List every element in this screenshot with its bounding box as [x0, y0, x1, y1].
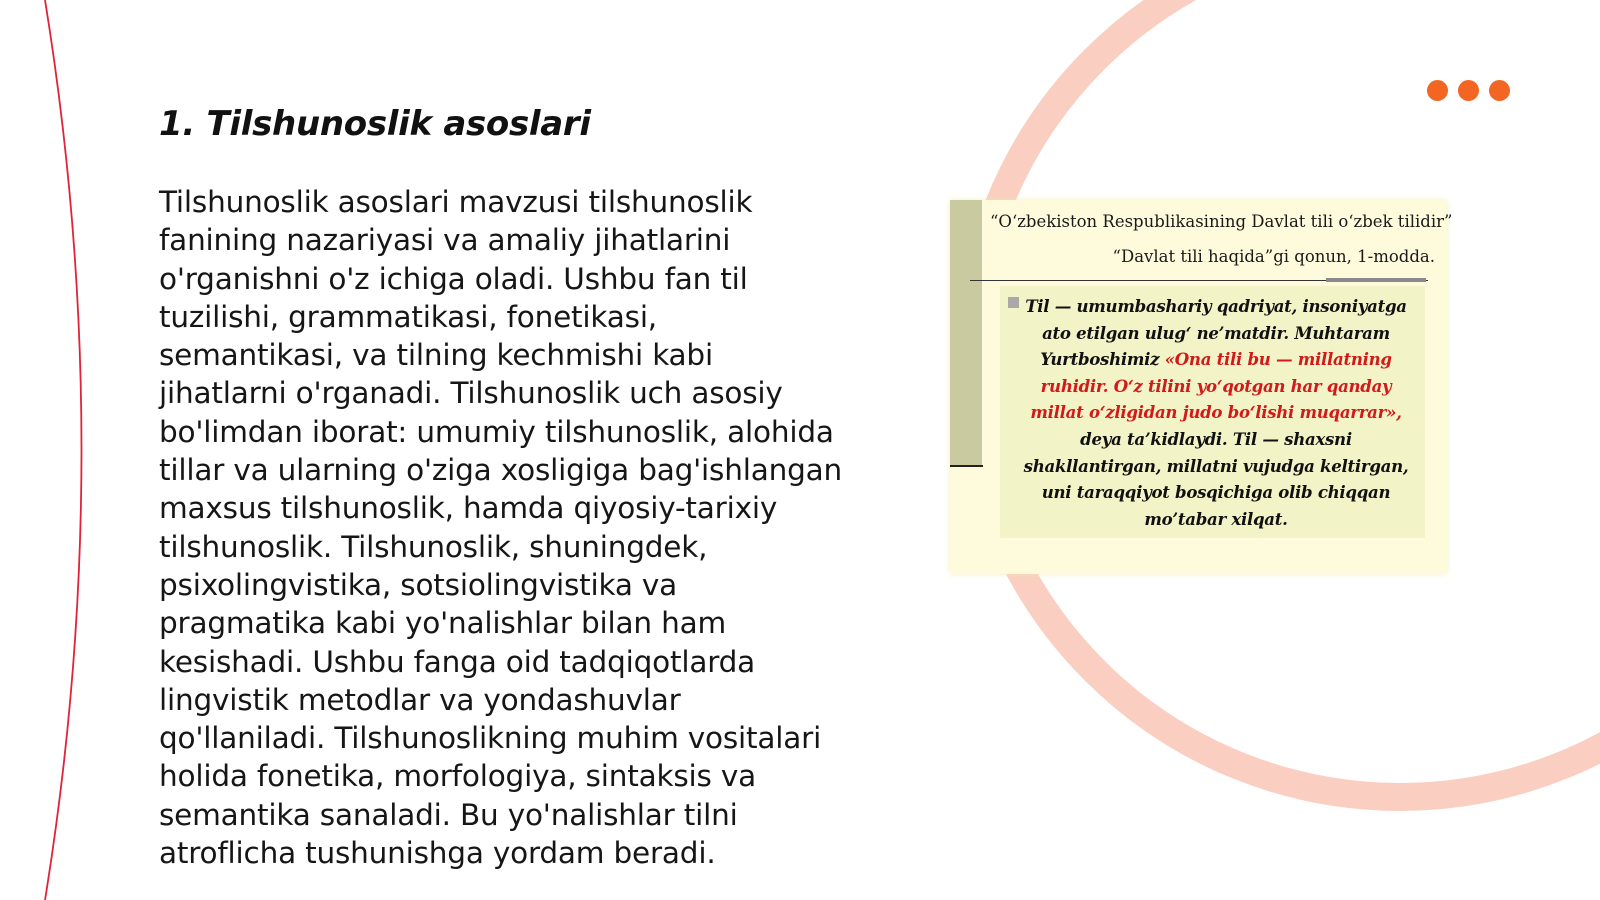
quote-part-red: «Ona tili bu — millatning ruhidir. O‘z tilini yo‘qotgan har qanday millat o‘zligidan judo bo‘lishi muqarrar», — [1030, 349, 1402, 423]
green-side-bar — [950, 200, 982, 466]
decorative-left-curve — [45, 0, 82, 900]
divider-accent — [1326, 278, 1426, 282]
slide-title: 1. Tilshunoslik asoslari — [159, 104, 591, 144]
dot-icon — [1427, 80, 1448, 101]
slide-body-text: Tilshunoslik asoslari mavzusi tilshunoslik fanining nazariyasi va amaliy jihatlarini o'rganishni o'z ichiga oladi. Ushbu fan til tuzilishi, grammatikasi, fonetikasi, semantikasi, va tilning kechmishi kabi jihatlarni o'rganadi. Tilshunoslik uch asosiy bo'limdan iborat: umumiy tilshunoslik, alohida tillar va ularning o'ziga xosligiga bag'ishlangan maxsus tilshunoslik, hamda qiyosiy-tarixiy tilshunoslik. Tilshunoslik, shuningdek, psixolingvistika, sotsiolingvistika va pragmatika kabi yo'nalishlar bilan ham kesishadi. Ushbu fanga oid tadqiqotlarda lingvistik metodlar va yondashuvlar qo'llaniladi. Tilshunoslikning muhim vositalari holida fonetika, morfologiya, sintaksis va semantika sanaladi. Bu yo'nalishlar tilni atroflicha tushunishga yordam beradi. — [159, 185, 842, 871]
motto-text: “O‘zbekiston Respublikasining Davlat tili o‘zbek tilidir” — [990, 212, 1453, 231]
side-bar-baseline — [950, 465, 983, 467]
dot-icon — [1489, 80, 1510, 101]
more-dots-icon — [1427, 80, 1510, 101]
quote-box — [1000, 286, 1425, 538]
dot-icon — [1458, 80, 1479, 101]
motto-source: “Davlat tili haqida”gi qonun, 1-modda. — [1112, 247, 1435, 266]
quote-image — [950, 200, 1453, 574]
quote-part-1: Til — umumbashariy qadriyat, insoniyatga ato etilgan ulug‘ ne’matdir. Muhtaram Yurtboshimiz — [1025, 296, 1407, 370]
quote-part-3: deya ta’kidlaydi. Til — shaxsni shakllantirgan, millatni vujudga keltirgan, uni taraqqiyot bosqichiga olib chiqqan mo’tabar xilqat. — [1023, 428, 1409, 529]
quote-text — [1014, 293, 1418, 532]
